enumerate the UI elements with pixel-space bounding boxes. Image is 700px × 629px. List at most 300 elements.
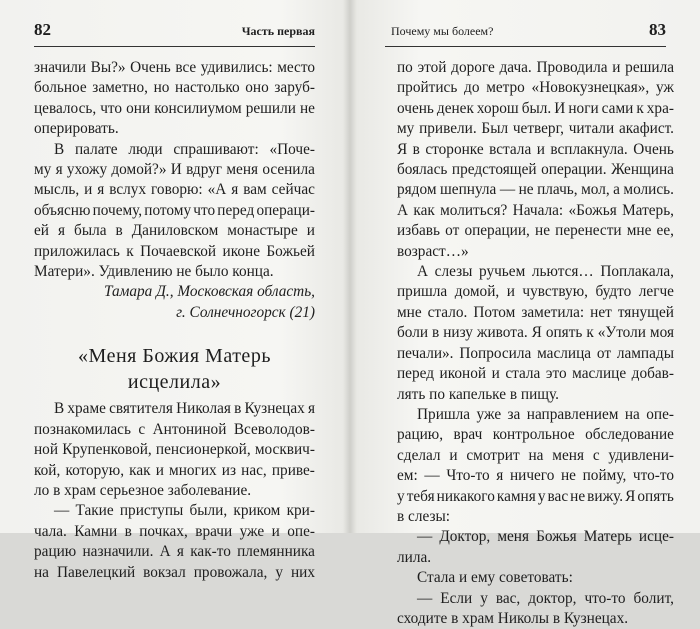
word: Божья (536, 528, 577, 546)
word: не (518, 181, 534, 199)
word: Что-то (446, 467, 490, 485)
word: этой (417, 59, 447, 76)
word: акафист. (618, 120, 674, 138)
word: му (397, 120, 415, 138)
text-line (34, 399, 315, 419)
word: опять (637, 487, 674, 505)
word: В (54, 400, 65, 418)
left-running-head: Часть первая (241, 24, 315, 38)
text-line: возраст…» (397, 242, 469, 260)
word: дача. (499, 59, 532, 76)
word: Если (440, 589, 473, 607)
word: Очень (633, 140, 674, 158)
word: на (34, 563, 49, 581)
word: я (496, 467, 504, 485)
word: я (55, 161, 63, 179)
word: я (307, 400, 315, 418)
word: Такие (75, 502, 114, 520)
word: все (175, 59, 197, 76)
word: и (306, 222, 315, 240)
word: рацию, (397, 426, 444, 444)
word: в (115, 222, 123, 240)
word: — (54, 502, 70, 520)
word: не (299, 99, 315, 117)
word: приве- (271, 461, 315, 479)
word: А (417, 263, 429, 281)
text-line (34, 542, 315, 562)
word: стало. (427, 303, 468, 321)
word: ей (34, 222, 49, 240)
word: не (561, 467, 576, 485)
word: у (480, 589, 488, 607)
word: Потом (473, 303, 516, 321)
text-line: ло в храм серьезное заболевание. (34, 481, 252, 499)
word: не (570, 487, 586, 505)
word: объясню (34, 201, 91, 219)
text-line (34, 563, 315, 583)
word: Очень (130, 59, 171, 76)
word: люди (128, 140, 163, 158)
word: Проводила (536, 59, 608, 76)
word: Почаевской (140, 242, 217, 260)
text-line (34, 501, 315, 521)
word: Антониной (152, 420, 227, 438)
word: опе- (287, 522, 315, 540)
text-line: лила. (397, 548, 432, 566)
word: вас (547, 487, 569, 505)
text-line (397, 466, 674, 486)
word: вижу. (587, 487, 624, 505)
word: хорош (476, 99, 519, 117)
word: пойму, (582, 467, 627, 485)
text-line (397, 180, 674, 200)
word: и (612, 59, 621, 76)
word: что (100, 99, 123, 117)
text-line (34, 140, 315, 160)
text-line (34, 160, 315, 180)
word: я (231, 181, 239, 199)
word: А (397, 201, 409, 219)
word: многих (169, 461, 217, 479)
word: дороге (451, 59, 495, 76)
word: ухожу (66, 161, 108, 179)
word: до (464, 79, 480, 97)
text-line: оперировать. (34, 120, 119, 138)
word: мысль, (34, 181, 80, 199)
word: ем: (397, 467, 418, 485)
word: Доктор, (439, 528, 491, 546)
word: но (153, 79, 170, 97)
text-line (397, 99, 674, 119)
word: за (507, 405, 521, 423)
word: контрольное (492, 426, 575, 444)
word: домой?» (111, 161, 167, 179)
word: мне (397, 303, 422, 321)
word: как-то (190, 543, 231, 561)
word: тебя (406, 487, 435, 505)
word: осенила (262, 161, 315, 179)
word: что (193, 201, 216, 219)
word: решили (245, 99, 296, 117)
word: «А (207, 181, 227, 199)
word: монастыре (227, 222, 298, 240)
word: низу (443, 324, 473, 342)
word: святителя (109, 400, 173, 418)
word: что-то (584, 589, 626, 607)
right-running-head: Почему мы болеем? (391, 24, 494, 38)
word: на (624, 405, 640, 423)
word: познакомилась (34, 420, 131, 438)
word: — (424, 467, 440, 485)
word: решила (625, 59, 674, 76)
word: смотрит (466, 446, 520, 464)
word: это (545, 365, 567, 383)
word: «Поче- (269, 140, 315, 158)
text-line (397, 58, 674, 78)
word: Матерь, (622, 201, 674, 219)
word: легче (638, 283, 674, 301)
word: боялась (397, 161, 448, 179)
word: Я (397, 140, 408, 158)
word: опе- (646, 405, 674, 423)
word: Кузнецах (244, 400, 305, 418)
word: с (138, 420, 146, 438)
word: чала. (34, 522, 67, 540)
text-line (397, 160, 674, 180)
word: в (124, 522, 132, 540)
word: говорю: (151, 181, 203, 199)
word: И (170, 161, 182, 179)
left-page-header (34, 22, 315, 47)
word: меня (497, 528, 530, 546)
word: я (176, 543, 184, 561)
word: сторонке (425, 140, 484, 158)
word: ноги (568, 99, 599, 117)
word: у (275, 563, 283, 581)
word: из (221, 461, 237, 479)
word: уж (655, 79, 674, 97)
word: направлением (526, 405, 619, 423)
word: операции. (541, 161, 607, 179)
right-page-text (397, 58, 674, 629)
word: живота. (476, 324, 528, 342)
word: Камни (74, 522, 118, 540)
word: слезы (434, 263, 473, 281)
word: нас, (241, 461, 267, 479)
word: значили (34, 59, 87, 76)
word: заметно, (92, 79, 148, 97)
word: в (432, 324, 440, 342)
word: хра- (646, 99, 674, 117)
text-line (34, 420, 315, 440)
word: боли (397, 324, 429, 342)
word: маслица (537, 344, 592, 362)
text-line (397, 344, 674, 364)
text-line: Тамара Д., Московская область, (104, 283, 315, 301)
word: печали». (397, 344, 454, 362)
text-line (397, 487, 674, 507)
word: — (417, 528, 433, 546)
text-line (397, 119, 674, 139)
word: маслице (572, 365, 627, 383)
word: консилиумом (154, 99, 242, 117)
word: никакого (436, 487, 495, 505)
text-line (34, 221, 315, 241)
word: Николая (176, 400, 231, 418)
word: перед (217, 201, 255, 219)
text-line (34, 58, 315, 78)
word: уже (239, 522, 265, 540)
text-line: Матери». Удивлению не было конца. (34, 263, 274, 281)
text-line (34, 99, 315, 119)
word: мол, (581, 181, 610, 199)
word: Попросила (459, 344, 532, 362)
text-line: Стала и ему советовать: (417, 569, 573, 587)
text-line (397, 78, 674, 98)
left-page (0, 0, 349, 581)
text-line (397, 527, 674, 547)
word: которую, (65, 461, 125, 479)
word: «Утоли (597, 324, 646, 342)
word: перенести (555, 222, 622, 240)
word: избавь (397, 222, 441, 240)
word: тянущей (617, 303, 674, 321)
word: сами (601, 99, 634, 117)
word: привели. (419, 120, 477, 138)
word: чувствую, (522, 283, 588, 301)
text-line (34, 78, 315, 98)
text-line (34, 242, 315, 262)
text-line (397, 262, 674, 282)
word: встала (489, 140, 532, 158)
word: к (126, 242, 134, 260)
word: уже (476, 405, 502, 423)
word: ее, (656, 222, 674, 240)
word: заметила: (521, 303, 585, 321)
word: и (155, 461, 164, 479)
word: как (129, 461, 151, 479)
word: Павелецкий (56, 563, 136, 581)
word: молиться? (440, 201, 508, 219)
right-page-number: 83 (649, 20, 666, 39)
word: не (535, 222, 551, 240)
word: Пришла (417, 405, 471, 423)
text-line (397, 323, 674, 343)
word: кой, (34, 461, 61, 479)
word: Женщина (611, 161, 674, 179)
word: у (397, 487, 405, 505)
word: настолько (175, 79, 240, 97)
word: кри- (286, 502, 315, 520)
word: Я (531, 324, 542, 342)
text-line (397, 221, 674, 241)
word: А (159, 543, 171, 561)
word: храме (67, 400, 106, 418)
word: пройтись (397, 79, 458, 97)
word: москвич- (254, 441, 315, 459)
text-line (397, 140, 674, 160)
word: по (397, 59, 413, 76)
word: опять (545, 324, 583, 342)
word: ничего (509, 467, 555, 485)
word: вам (243, 181, 267, 199)
spacer (34, 323, 315, 343)
word: домой, (454, 283, 500, 301)
word: шепнула (440, 181, 497, 199)
word: врач (453, 426, 483, 444)
word: му (34, 161, 52, 179)
word: была (74, 222, 107, 240)
text-line (397, 303, 674, 323)
word: Матерь (583, 528, 632, 546)
word: них (290, 563, 315, 581)
word: в (412, 140, 420, 158)
word: вслух (109, 181, 147, 199)
word: палате (74, 140, 118, 158)
word: что-то (632, 467, 674, 485)
word: читали (568, 120, 615, 138)
text-line (397, 425, 674, 445)
text-line: сходите в храм Николы в Кузнецах. (397, 609, 629, 627)
right-page (351, 0, 700, 627)
word: обследование (585, 426, 674, 444)
word: меня (552, 446, 584, 464)
word: Крупенковой, (62, 441, 152, 459)
word: племянника (237, 543, 315, 561)
word: у (537, 487, 546, 505)
word: стала (505, 365, 541, 383)
word: меня (226, 161, 259, 179)
text-line (397, 364, 674, 384)
left-page-text (34, 58, 315, 583)
word: камня (496, 487, 536, 505)
word: были, (189, 502, 228, 520)
word: вокзал (143, 563, 186, 581)
word: метро (486, 79, 525, 97)
text-line (34, 461, 315, 481)
word: будто (595, 283, 632, 301)
word: Всеволодов- (233, 420, 315, 438)
word: и (271, 522, 280, 540)
word: к (586, 324, 594, 342)
word: место (277, 59, 315, 76)
word: Поплакала, (600, 263, 674, 281)
word: в (234, 400, 242, 418)
word: льются… (531, 263, 594, 281)
left-page-number: 82 (34, 20, 51, 39)
text-line (397, 446, 674, 466)
text-line (34, 522, 315, 542)
word: рацию (34, 543, 77, 561)
text-line (397, 589, 674, 609)
word: спрашивают: (173, 140, 259, 158)
word: назначили. (82, 543, 154, 561)
word: добав- (631, 365, 674, 383)
word: вас, (495, 589, 521, 607)
right-page-header (385, 22, 666, 47)
word: перед (397, 365, 434, 383)
word: И (554, 99, 566, 117)
word: лампады (616, 344, 674, 362)
word: рядом (397, 181, 437, 199)
word: плачь, (537, 181, 578, 199)
word: криком (233, 502, 281, 520)
word: и (84, 181, 93, 199)
word: потому (144, 201, 192, 219)
word: предстоящей (451, 161, 537, 179)
word: — (417, 589, 433, 607)
text-line (34, 180, 315, 200)
word: В (54, 140, 65, 158)
word: сделал (397, 446, 441, 464)
word: и (491, 365, 500, 383)
word: доктор, (528, 589, 577, 607)
word: почему, (92, 201, 143, 219)
word: «Новокузнецкая», (531, 79, 650, 97)
word: от (596, 344, 612, 362)
word: приступы (119, 502, 184, 520)
word: ручьем (479, 263, 526, 281)
word: на (528, 446, 544, 464)
word: нет (590, 303, 612, 321)
text-line (34, 201, 315, 221)
section-heading-line: «Меня Божия Матерь (78, 345, 271, 368)
word: Был (481, 120, 509, 138)
word: провожала, (193, 563, 268, 581)
word: приложилась (34, 242, 120, 260)
word: Божьей (266, 242, 315, 260)
word: Начала: (512, 201, 564, 219)
word: денек (436, 99, 474, 117)
word: Вы?» (90, 59, 126, 76)
word: и (506, 283, 515, 301)
word: ной (34, 441, 59, 459)
text-line: г. Солнечногорск (21) (176, 303, 315, 321)
word: я (97, 181, 105, 199)
word: удивились: (200, 59, 273, 76)
word: операции, (464, 222, 530, 240)
text-line (397, 282, 674, 302)
word: заруб- (274, 79, 315, 97)
text-line (397, 405, 674, 425)
word: Даниловском (131, 222, 219, 240)
word: был. (521, 99, 552, 117)
word: с (592, 446, 600, 464)
word: и (449, 446, 458, 464)
word: — (499, 181, 516, 199)
word: цевалось, (34, 99, 97, 117)
word: вдруг (186, 161, 223, 179)
word: иконой (439, 365, 487, 383)
word: операци- (256, 201, 315, 219)
word: иконе (222, 242, 260, 260)
word: я (57, 222, 66, 240)
word: мне (626, 222, 652, 240)
word: почках, (139, 522, 188, 540)
section-heading-line: исцелила» (127, 371, 222, 394)
word: «Божья (568, 201, 617, 219)
word: исце- (638, 528, 674, 546)
word: больное (34, 79, 87, 97)
word: они (126, 99, 151, 117)
word: оно (245, 79, 269, 97)
word: и (536, 140, 545, 158)
word: молись. (623, 181, 674, 199)
word: как (413, 201, 435, 219)
word: четверг, (512, 120, 564, 138)
word: очень (397, 99, 434, 117)
text-line (34, 440, 315, 460)
